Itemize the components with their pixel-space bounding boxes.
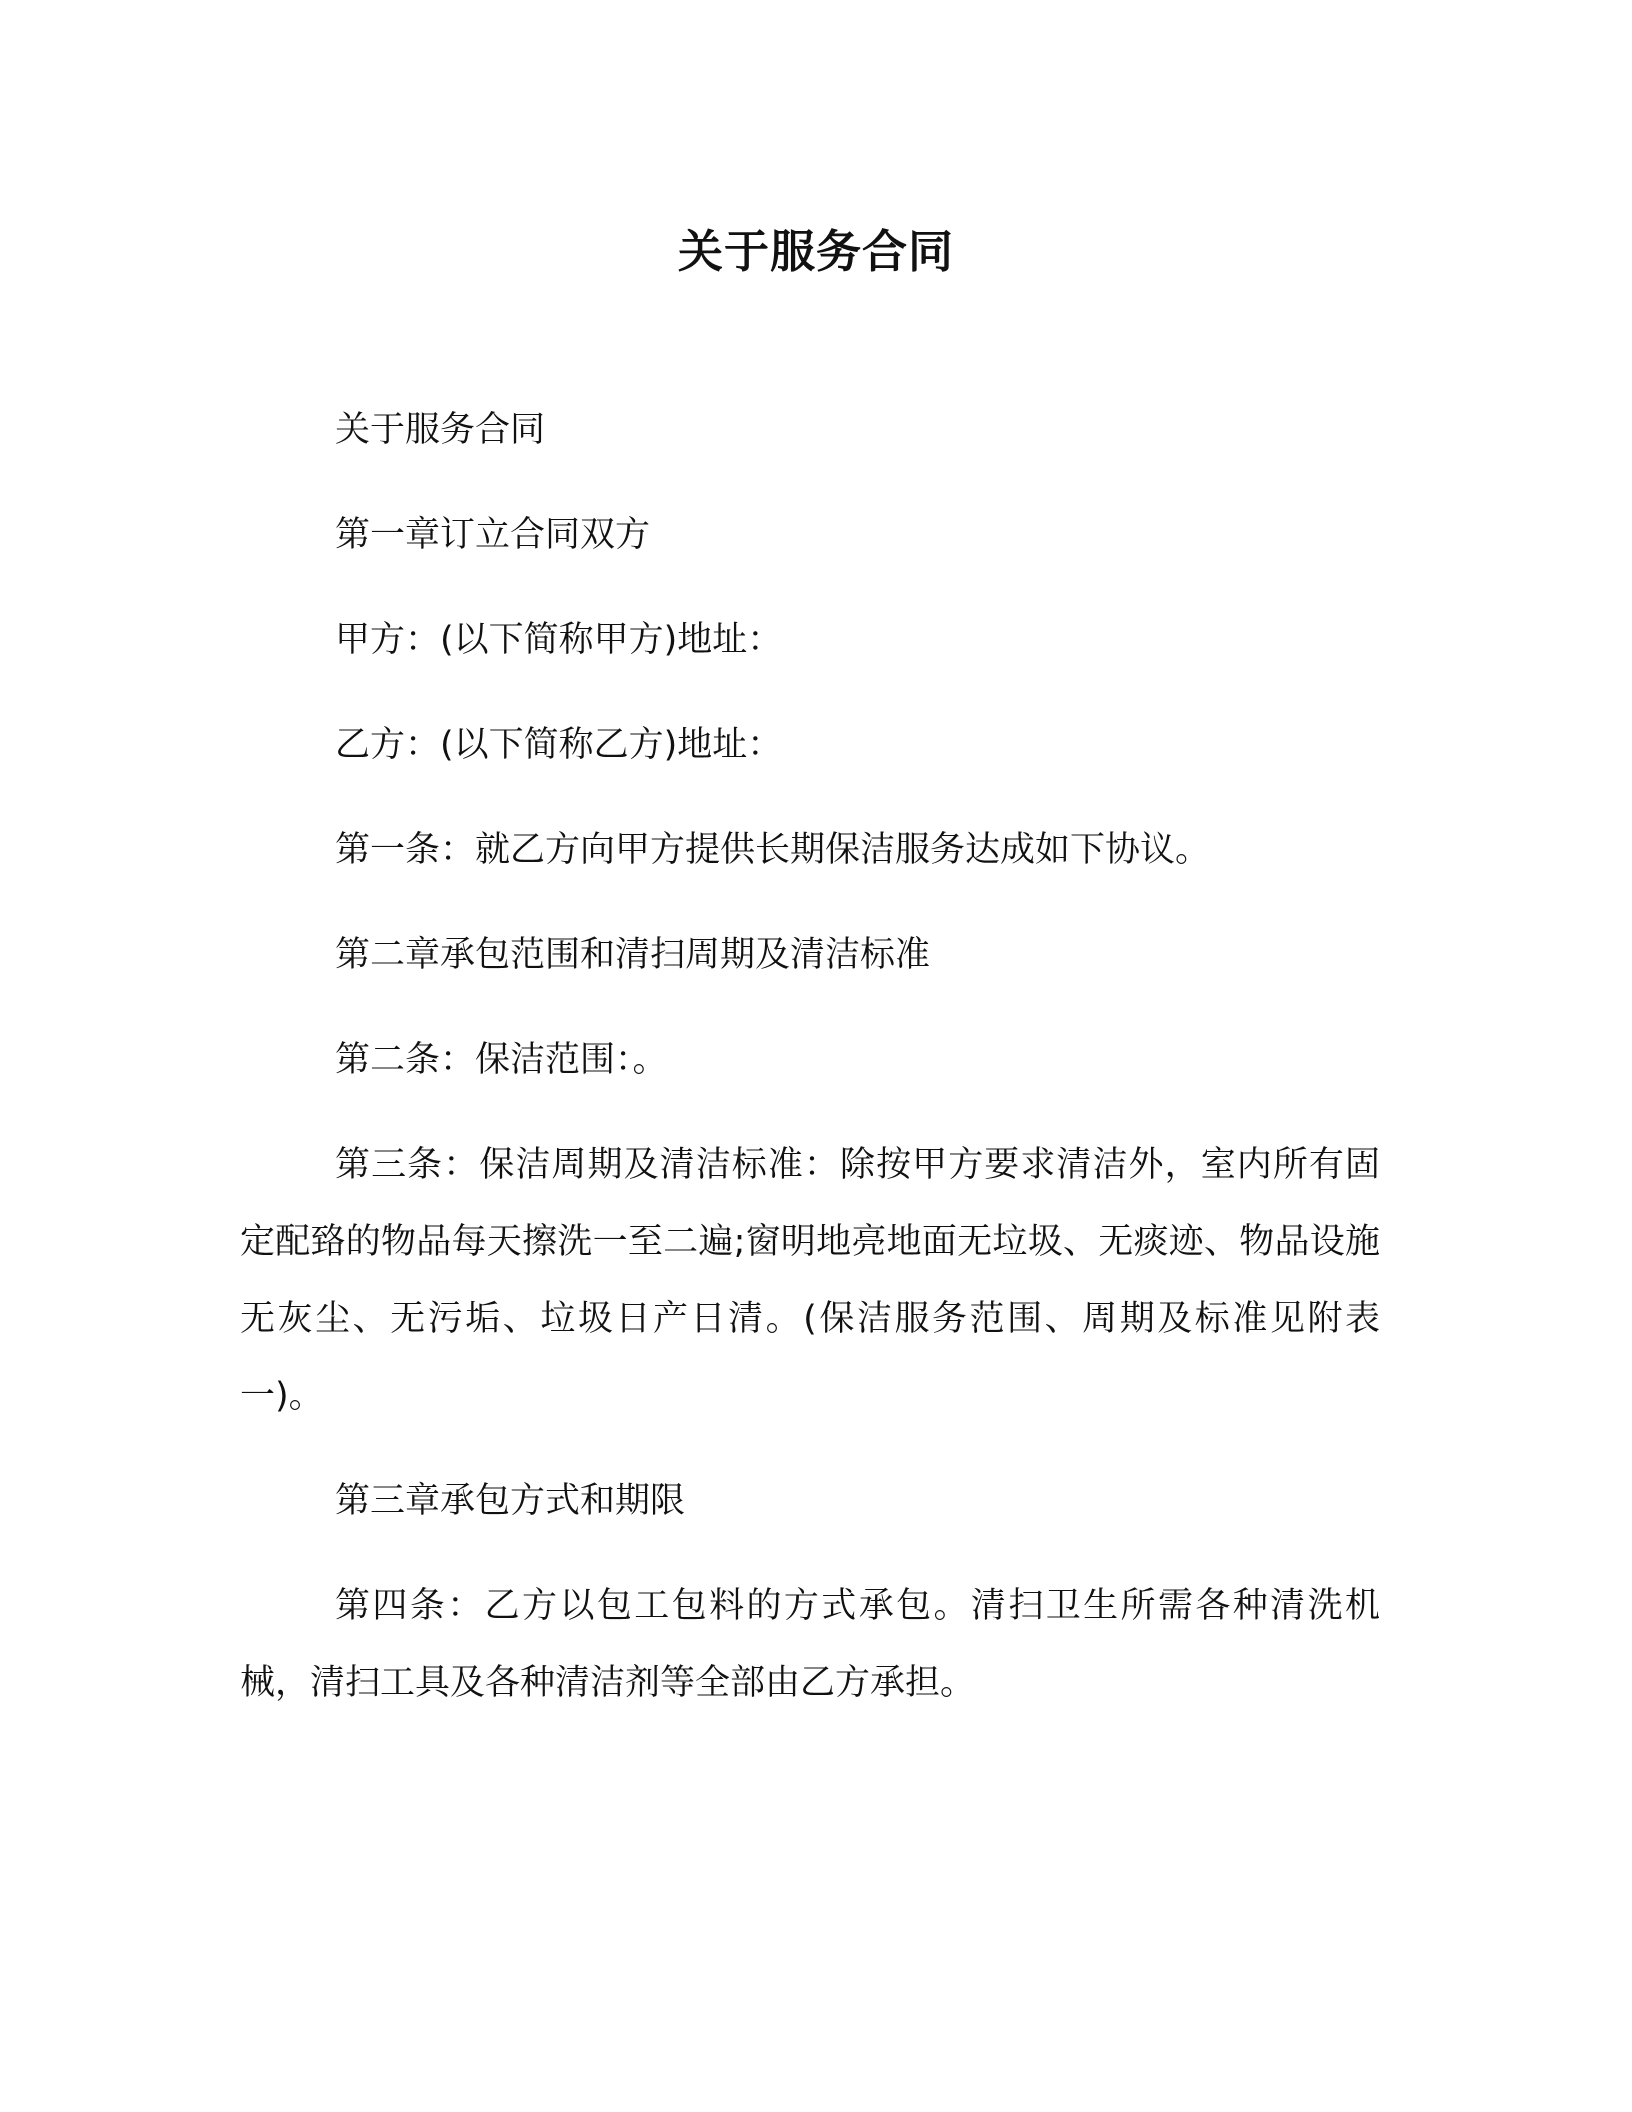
party-b-line: 乙方：(以下简称乙方)地址： bbox=[335, 725, 783, 765]
article-4: 第四条：乙方以包工包料的方式承包。清扫卫生所需各种清洗机械，清扫工具及各种清洁剂等全部由乙方承担。 bbox=[240, 1586, 1380, 1703]
document-body bbox=[240, 392, 1380, 1750]
article-2: 第二条：保洁范围：。 bbox=[335, 1040, 668, 1080]
article-3: 第三条：保洁周期及清洁标准：除按甲方要求清洁外，室内所有固定配臵的物品每天擦洗一至二遍;窗明地亮地面无垃圾、无痰迹、物品设施无灰尘、无污垢、垃圾日产日清。(保洁服务范围、周期及标准见附表一)。 bbox=[240, 1145, 1380, 1416]
chapter-3-heading: 第三章承包方式和期限 bbox=[335, 1481, 686, 1521]
article-1: 第一条：就乙方向甲方提供长期保洁服务达成如下协议。 bbox=[335, 830, 1211, 870]
chapter-1-heading: 第一章订立合同双方 bbox=[335, 515, 651, 555]
chapter-2-heading: 第二章承包范围和清扫周期及清洁标准 bbox=[335, 935, 931, 975]
document-title: 关于服务合同 bbox=[677, 225, 954, 278]
paragraph-heading: 关于服务合同 bbox=[335, 410, 546, 450]
party-a-line: 甲方：(以下简称甲方)地址： bbox=[335, 620, 783, 660]
